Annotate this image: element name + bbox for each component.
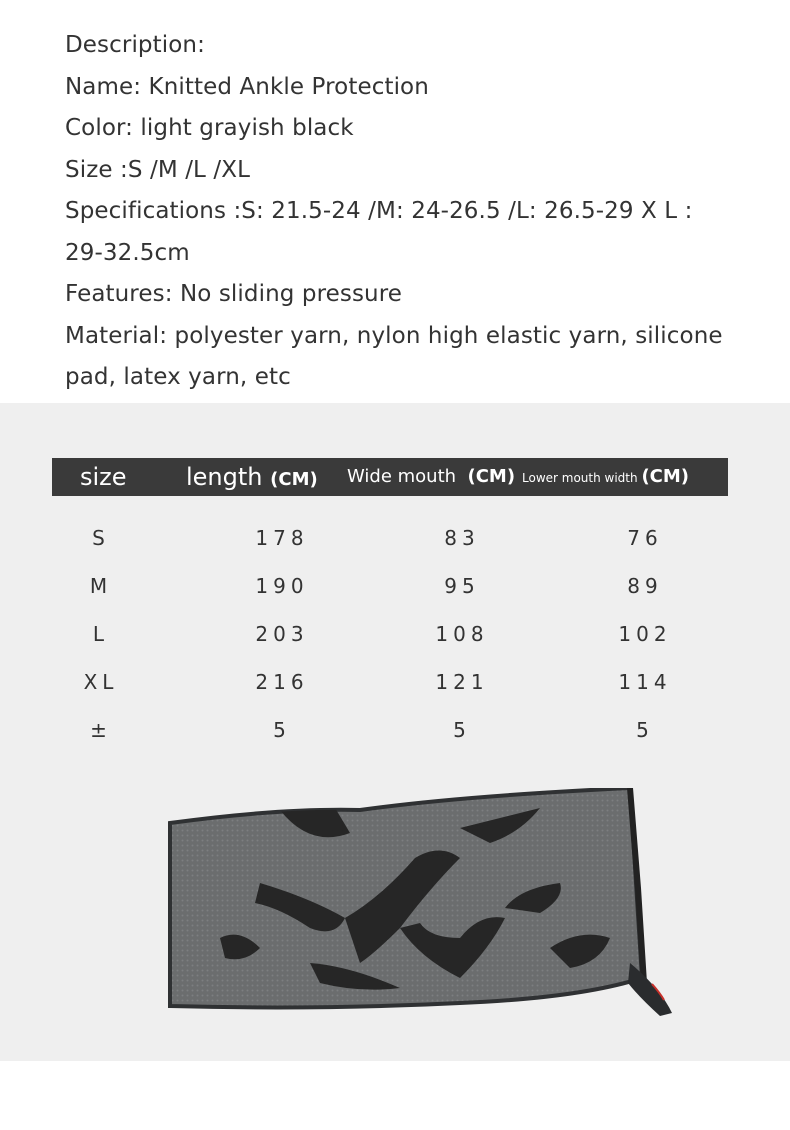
description-specifications-cont: 29-32.5cm	[65, 239, 190, 266]
cell-length: 190	[255, 574, 309, 598]
description-material-cont: pad, latex yarn, etc	[65, 364, 291, 390]
cell-wide-mouth: 121	[435, 670, 489, 694]
description-color: Color: light grayish black	[65, 115, 354, 141]
description-name: Name: Knitted Ankle Protection	[65, 73, 429, 100]
description-material: Material: polyester yarn, nylon high elastic yarn, silicone	[65, 322, 723, 349]
cell-wide-mouth: 83	[444, 526, 480, 550]
table-row	[0, 662, 790, 702]
cell-length: 203	[255, 622, 309, 646]
cell-lower-mouth: 89	[627, 574, 663, 598]
size-chart-panel	[0, 403, 790, 1061]
cell-size: XL	[83, 670, 119, 694]
table-row	[0, 710, 790, 750]
product-description	[65, 25, 765, 399]
cell-length: 178	[255, 526, 309, 550]
table-row	[0, 566, 790, 606]
description-heading: Description:	[65, 32, 205, 58]
table-row	[0, 614, 790, 654]
cell-wide-mouth: 108	[435, 622, 489, 646]
header-length-unit: (CM)	[270, 469, 318, 490]
header-lower-mouth-label: Lower mouth width	[522, 471, 638, 485]
description-size: Size :S /M /L /XL	[65, 156, 250, 183]
ankle-sleeve-product-image	[160, 788, 680, 1028]
description-features: Features: No sliding pressure	[65, 281, 403, 307]
description-specifications: Specifications :S: 21.5-24 /M: 24-26.5 /L: 26.5-29 X L :	[65, 198, 693, 224]
cell-lower-mouth: 5	[636, 718, 654, 742]
header-wide-mouth-unit: (CM)	[467, 466, 516, 487]
cell-size: S	[92, 526, 110, 550]
cell-lower-mouth: 76	[627, 526, 663, 550]
header-wide-mouth-label: Wide mouth	[347, 466, 457, 487]
cell-size: L	[92, 622, 110, 646]
cell-wide-mouth: 95	[444, 574, 480, 598]
header-size: size	[80, 463, 127, 491]
cell-size: ±	[90, 718, 112, 742]
cell-length: 5	[273, 718, 291, 742]
table-row	[0, 518, 790, 558]
header-lower-mouth	[522, 458, 689, 496]
header-length	[186, 458, 318, 496]
header-wide-mouth	[347, 458, 515, 496]
cell-wide-mouth: 5	[453, 718, 471, 742]
header-length-label: length	[186, 463, 263, 491]
cell-size: M	[89, 574, 113, 598]
cell-length: 216	[255, 670, 309, 694]
header-lower-mouth-unit: (CM)	[641, 466, 690, 487]
size-table-header	[52, 458, 728, 496]
cell-lower-mouth: 114	[618, 670, 672, 694]
cell-lower-mouth: 102	[618, 622, 672, 646]
